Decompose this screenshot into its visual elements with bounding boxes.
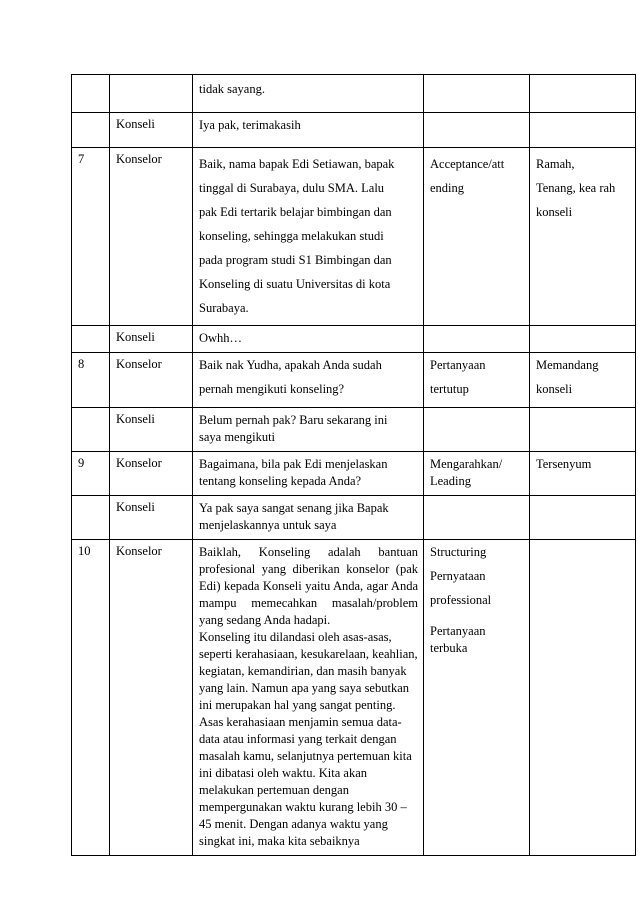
table-row: [72, 113, 636, 148]
nonverbal-cell: [530, 148, 636, 326]
nonverbal-cell: [530, 353, 636, 408]
table-row: [72, 496, 636, 540]
utterance-cell: [193, 148, 424, 326]
technique-line: Acceptance/att: [430, 157, 505, 171]
utterance-line: konseling, sehingga melakukan studi: [199, 229, 384, 243]
utterance-line: pak Edi tertarik belajar bimbingan dan: [199, 205, 392, 219]
row-number: [72, 113, 110, 148]
technique-line: tertutup: [430, 382, 469, 396]
row-number: 7: [72, 148, 110, 326]
utterance-cell: [193, 113, 424, 148]
table-row: [72, 408, 636, 452]
utterance-line: Ya pak saya sangat senang jika Bapak: [199, 501, 389, 515]
nonverbal-cell: [530, 326, 636, 353]
nonverbal-line: konseli: [536, 382, 573, 396]
utterance-line: saya mengikuti: [199, 430, 276, 444]
utterance-line: Konseling di suatu Universitas di kota: [199, 277, 391, 291]
utterance-line: Baik, nama bapak Edi Setiawan, bapak: [199, 157, 395, 171]
technique-line: terbuka: [430, 641, 468, 655]
technique-cell: [424, 75, 530, 113]
technique-cell: [424, 353, 530, 408]
technique-cell: [424, 326, 530, 353]
technique-line: Mengarahkan/: [430, 457, 503, 471]
technique-cell: [424, 148, 530, 326]
row-number: 10: [72, 540, 110, 856]
speaker-cell: Konselor: [110, 452, 193, 496]
table-row: [72, 353, 636, 408]
row-number: 8: [72, 353, 110, 408]
row-number: [72, 408, 110, 452]
nonverbal-cell: [530, 75, 636, 113]
utterance-line: pada program studi S1 Bimbingan dan: [199, 253, 392, 267]
technique-line: Pertanyaan: [430, 624, 486, 638]
nonverbal-line: konseli: [536, 205, 573, 219]
utterance-line: Owhh…: [199, 331, 243, 345]
transcript-table: [71, 74, 636, 856]
utterance-line: Baik nak Yudha, apakah Anda sudah: [199, 358, 382, 372]
row-number: 9: [72, 452, 110, 496]
technique-line: Leading: [430, 474, 471, 488]
row-number: [72, 496, 110, 540]
utterance-line: tentang konseling kepada Anda?: [199, 474, 362, 488]
speaker-cell: Konseli: [110, 113, 193, 148]
technique-line: Pertanyaan: [430, 358, 486, 372]
table-row: [72, 326, 636, 353]
technique-cell: [424, 496, 530, 540]
technique-line: professional: [430, 593, 492, 607]
utterance-line: pernah mengikuti konseling?: [199, 382, 345, 396]
speaker-cell: Konselor: [110, 148, 193, 326]
nonverbal-cell: [530, 452, 636, 496]
table-row: [72, 452, 636, 496]
nonverbal-cell: [530, 113, 636, 148]
technique-cell: [424, 408, 530, 452]
nonverbal-cell: [530, 408, 636, 452]
technique-cell: [424, 113, 530, 148]
table-row: [72, 75, 636, 113]
utterance-line: menjelaskannya untuk saya: [199, 518, 337, 532]
utterance-line: tinggal di Surabaya, dulu SMA. Lalu: [199, 181, 385, 195]
nonverbal-cell: [530, 496, 636, 540]
utterance-line: Surabaya.: [199, 301, 249, 315]
speaker-cell: Konseli: [110, 408, 193, 452]
technique-cell: [424, 452, 530, 496]
utterance-cell: [193, 408, 424, 452]
utterance-line: tidak sayang.: [199, 82, 265, 96]
row-number: [72, 326, 110, 353]
utterance-cell: [193, 326, 424, 353]
nonverbal-line: Memandang: [536, 358, 599, 372]
row-number: [72, 75, 110, 113]
speaker-cell: Konseli: [110, 326, 193, 353]
utterance-cell: [193, 540, 424, 856]
nonverbal-cell: [530, 540, 636, 856]
utterance-line: Belum pernah pak? Baru sekarang ini: [199, 413, 388, 427]
utterance-line: Bagaimana, bila pak Edi menjelaskan: [199, 457, 388, 471]
utterance-cell: [193, 452, 424, 496]
speaker-cell: Konseli: [110, 496, 193, 540]
table-row: [72, 148, 636, 326]
nonverbal-line: Ramah,: [536, 157, 575, 171]
table-row: [72, 540, 636, 856]
nonverbal-line: Tersenyum: [536, 457, 592, 471]
speaker-cell: Konselor: [110, 540, 193, 856]
utterance-cell: [193, 75, 424, 113]
technique-line: Structuring: [430, 545, 487, 559]
utterance-line: Iya pak, terimakasih: [199, 118, 301, 132]
technique-line: Pernyataan: [430, 569, 486, 583]
nonverbal-line: Tenang, kea rah: [536, 181, 616, 195]
utterance-paragraph: Baiklah, Konseling adalah bantuan profesional yang diberikan konselor (pak Edi) kepada Konseli yaitu Anda, agar Anda mampu memecahkan masalah/problem yang sedang Anda hadapi.: [199, 545, 418, 627]
utterance-paragraph: Konseling itu dilandasi oleh asas-asas, seperti kerahasiaan, kesukarelaan, keahlian, kegiatan, kemandirian, dan masih banyak yang lain. Namun apa yang saya sebutkan ini merupakan hal yang sangat penting. Asas kerahasiaan menjamin semua data-data atau informasi yang terkait dengan masalah kamu, selanjutnya pertemuan kita ini dibatasi oleh waktu. Kita akan melakukan pertemuan dengan mempergunakan waktu kurang lebih 30 – 45 menit. Dengan adanya waktu yang singkat ini, maka kita sebaiknya: [199, 630, 418, 848]
technique-cell: [424, 540, 530, 856]
utterance-cell: [193, 353, 424, 408]
speaker-cell: Konselor: [110, 353, 193, 408]
speaker-cell: [110, 75, 193, 113]
technique-line: ending: [430, 181, 465, 195]
utterance-cell: [193, 496, 424, 540]
